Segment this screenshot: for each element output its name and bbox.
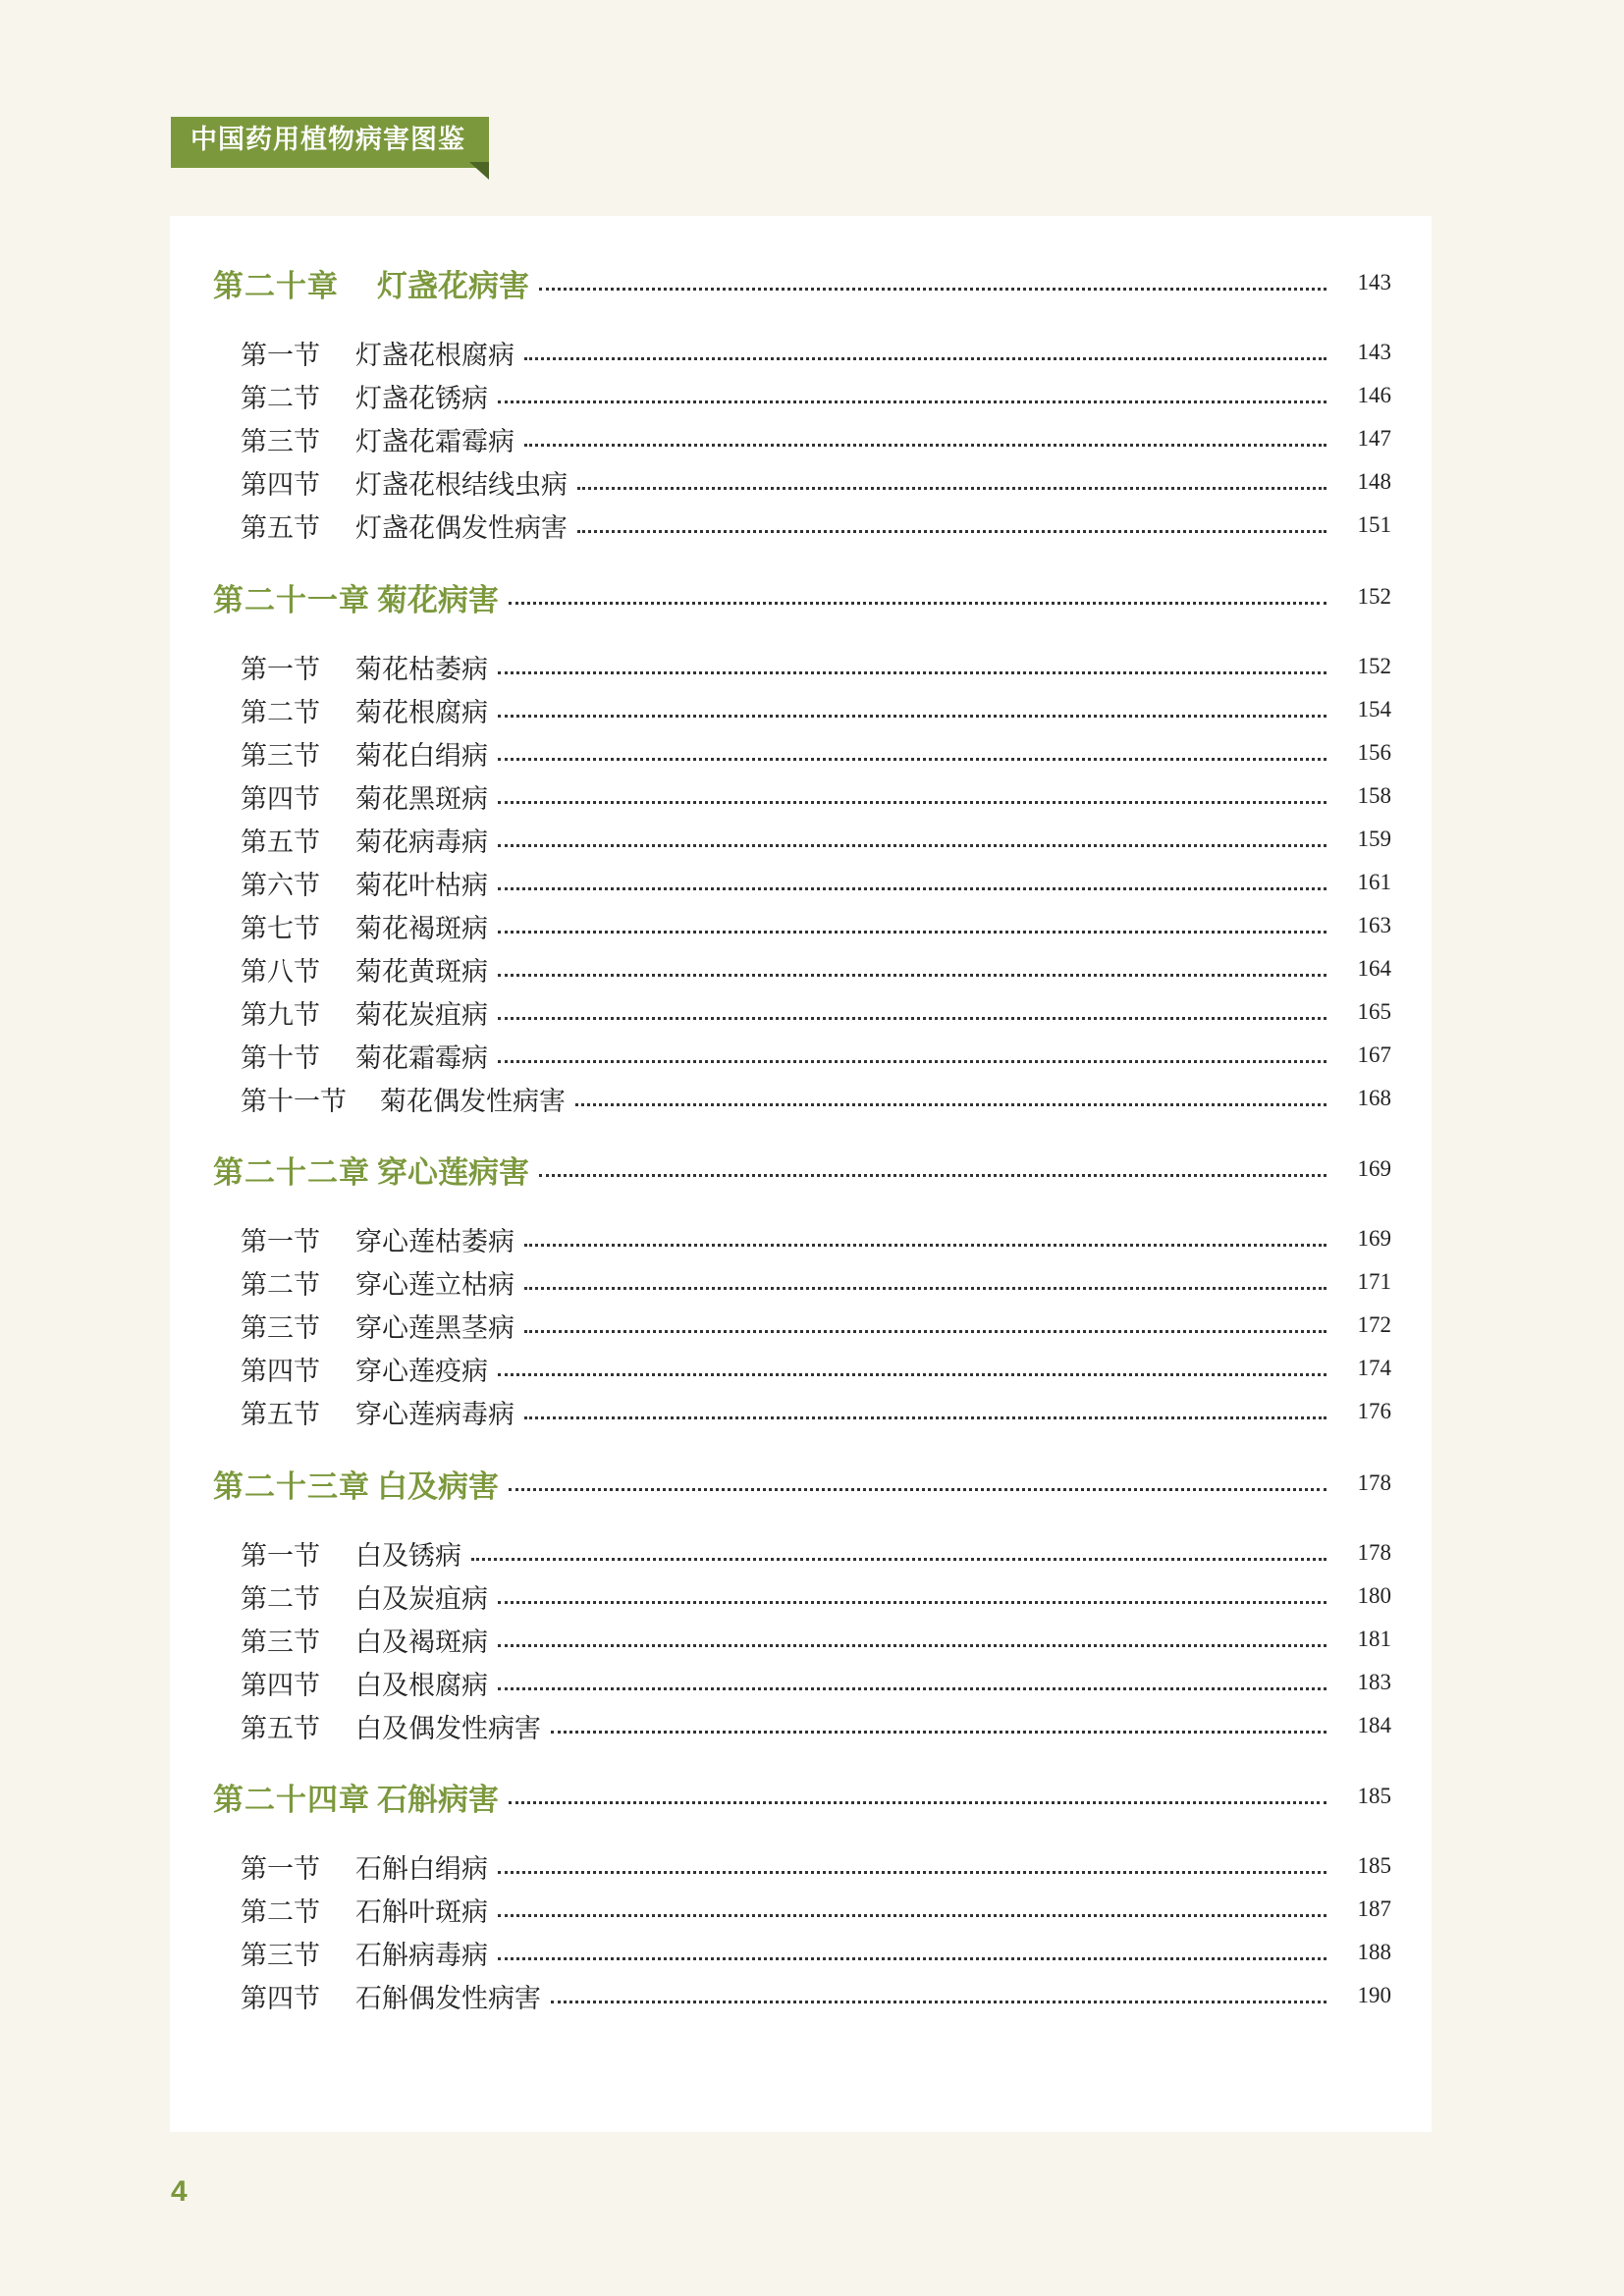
dot-leader: [498, 671, 1326, 674]
section-number: 第四节: [241, 783, 320, 815]
page-ref: 187: [1357, 1896, 1391, 1921]
section-entry[interactable]: [241, 776, 1391, 816]
section-entry[interactable]: [241, 333, 1391, 372]
dot-leader: [539, 1174, 1326, 1177]
page-ref: 183: [1357, 1670, 1391, 1694]
section-entry[interactable]: [241, 1846, 1391, 1886]
section-number: 第五节: [241, 512, 320, 544]
section-title: 石斛病毒病: [355, 1940, 488, 1971]
section-number: 第八节: [241, 956, 320, 988]
dot-leader: [498, 758, 1326, 761]
section-entry[interactable]: [241, 419, 1391, 458]
dot-leader: [524, 1244, 1326, 1247]
section-title: 穿心莲立枯病: [355, 1269, 514, 1301]
section-number: 第三节: [241, 1627, 320, 1658]
section-entry[interactable]: [241, 1933, 1391, 1972]
section-entry[interactable]: [241, 733, 1391, 773]
section-title: 菊花黑斑病: [355, 783, 488, 815]
section-number: 第四节: [241, 1356, 320, 1387]
dot-leader: [524, 357, 1326, 360]
section-title: 菊花根腐病: [355, 697, 488, 728]
section-title: 菊花炭疽病: [355, 999, 488, 1031]
section-entry[interactable]: [241, 1079, 1391, 1118]
page-ref: 178: [1357, 1470, 1391, 1495]
chapter-title: 菊花病害: [377, 582, 499, 618]
section-number: 第二节: [241, 1269, 320, 1301]
dot-leader: [577, 487, 1326, 490]
section-number: 第四节: [241, 469, 320, 501]
section-entry[interactable]: [241, 1976, 1391, 2015]
dot-leader: [524, 1330, 1326, 1333]
section-title: 白及炭疽病: [355, 1583, 488, 1615]
dot-leader: [524, 1416, 1326, 1419]
section-title: 白及根腐病: [355, 1670, 488, 1701]
section-title: 穿心莲病毒病: [355, 1399, 514, 1430]
page-ref: 185: [1357, 1853, 1391, 1878]
section-entry[interactable]: [241, 949, 1391, 988]
section-entry[interactable]: [241, 690, 1391, 729]
section-entry[interactable]: [241, 1392, 1391, 1431]
page-ref: 161: [1357, 870, 1391, 894]
page-ref: 169: [1357, 1156, 1391, 1181]
section-entry[interactable]: [241, 462, 1391, 502]
page-ref: 172: [1357, 1312, 1391, 1337]
section-number: 第九节: [241, 999, 320, 1031]
section-title: 灯盏花锈病: [355, 383, 488, 414]
page-ref: 181: [1357, 1627, 1391, 1651]
page-ref: 165: [1357, 999, 1391, 1024]
page-ref: 180: [1357, 1583, 1391, 1608]
section-number: 第五节: [241, 827, 320, 858]
section-entry[interactable]: [241, 1663, 1391, 1702]
section-number: 第十一节: [241, 1086, 347, 1117]
chapter-number: 第二十三章: [213, 1468, 370, 1505]
section-entry[interactable]: [241, 820, 1391, 859]
section-number: 第二节: [241, 697, 320, 728]
chapter-entry[interactable]: [213, 1777, 1391, 1816]
section-title: 穿心莲疫病: [355, 1356, 488, 1387]
page-number: 4: [171, 2175, 188, 2208]
dot-leader: [575, 1103, 1326, 1106]
section-number: 第一节: [241, 654, 320, 685]
page-ref: 156: [1357, 740, 1391, 765]
section-title: 石斛偶发性病害: [355, 1983, 541, 2014]
section-number: 第一节: [241, 340, 320, 371]
section-entry[interactable]: [241, 1890, 1391, 1929]
section-entry[interactable]: [241, 1533, 1391, 1573]
section-number: 第六节: [241, 870, 320, 901]
page-ref: 188: [1357, 1940, 1391, 1964]
section-entry[interactable]: [241, 1262, 1391, 1302]
tab-fold-decoration: [469, 162, 489, 180]
chapter-number: 第二十章: [213, 268, 339, 304]
page-ref: 151: [1357, 512, 1391, 537]
section-number: 第三节: [241, 426, 320, 457]
dot-leader: [498, 1914, 1326, 1917]
page-ref: 171: [1357, 1269, 1391, 1294]
section-number: 第二节: [241, 1583, 320, 1615]
page-ref: 176: [1357, 1399, 1391, 1423]
page-ref: 184: [1357, 1713, 1391, 1737]
section-title: 穿心莲枯萎病: [355, 1226, 514, 1257]
section-title: 石斛叶斑病: [355, 1896, 488, 1928]
page-ref: 152: [1357, 654, 1391, 678]
page-ref: 167: [1357, 1042, 1391, 1067]
dot-leader: [524, 444, 1326, 447]
section-number: 第十节: [241, 1042, 320, 1074]
section-entry[interactable]: [241, 1306, 1391, 1345]
dot-leader: [498, 887, 1326, 890]
dot-leader: [577, 530, 1326, 533]
dot-leader: [498, 1373, 1326, 1376]
section-entry[interactable]: [241, 1349, 1391, 1388]
section-entry[interactable]: [241, 376, 1391, 415]
dot-leader: [539, 288, 1326, 291]
dot-leader: [498, 974, 1326, 977]
section-number: 第三节: [241, 740, 320, 772]
page-ref: 163: [1357, 913, 1391, 937]
section-number: 第三节: [241, 1312, 320, 1344]
dot-leader: [471, 1558, 1326, 1561]
page-ref: 148: [1357, 469, 1391, 494]
dot-leader: [524, 1287, 1326, 1290]
dot-leader: [498, 1601, 1326, 1604]
chapter-entry[interactable]: [213, 1464, 1391, 1503]
section-title: 穿心莲黑茎病: [355, 1312, 514, 1344]
section-title: 石斛白绢病: [355, 1853, 488, 1885]
dot-leader: [498, 844, 1326, 847]
section-number: 第四节: [241, 1983, 320, 2014]
section-entry[interactable]: [241, 1576, 1391, 1616]
section-number: 第二节: [241, 1896, 320, 1928]
section-entry[interactable]: [241, 1620, 1391, 1659]
book-title-tab: [171, 117, 489, 168]
page-ref: 146: [1357, 383, 1391, 407]
section-title: 菊花病毒病: [355, 827, 488, 858]
section-title: 白及锈病: [355, 1540, 461, 1572]
chapter-number: 第二十二章: [213, 1154, 370, 1191]
page-ref: 152: [1357, 584, 1391, 609]
section-title: 白及褐斑病: [355, 1627, 488, 1658]
section-title: 灯盏花偶发性病害: [355, 512, 568, 544]
section-entry[interactable]: [241, 992, 1391, 1032]
chapter-number: 第二十一章: [213, 582, 370, 618]
page-ref: 147: [1357, 426, 1391, 451]
page-ref: 158: [1357, 783, 1391, 808]
section-number: 第三节: [241, 1940, 320, 1971]
section-entry[interactable]: [241, 506, 1391, 545]
dot-leader: [509, 1488, 1326, 1491]
chapter-number: 第二十四章: [213, 1782, 370, 1818]
dot-leader: [498, 1644, 1326, 1647]
section-entry[interactable]: [241, 647, 1391, 686]
dot-leader: [498, 931, 1326, 934]
dot-leader: [509, 602, 1326, 605]
section-entry[interactable]: [241, 863, 1391, 902]
section-number: 第二节: [241, 383, 320, 414]
section-number: 第七节: [241, 913, 320, 944]
dot-leader: [498, 1060, 1326, 1063]
section-title: 灯盏花霜霉病: [355, 426, 514, 457]
section-entry[interactable]: [241, 1219, 1391, 1258]
dot-leader: [498, 400, 1326, 403]
dot-leader: [498, 1957, 1326, 1960]
section-entry[interactable]: [241, 1706, 1391, 1745]
section-title: 灯盏花根结线虫病: [355, 469, 568, 501]
page-ref: 143: [1357, 340, 1391, 364]
section-number: 第一节: [241, 1540, 320, 1572]
dot-leader: [498, 801, 1326, 804]
dot-leader: [498, 1017, 1326, 1020]
dot-leader: [551, 1731, 1326, 1734]
page-ref: 143: [1357, 270, 1391, 294]
section-entry[interactable]: [241, 906, 1391, 945]
page-ref: 178: [1357, 1540, 1391, 1565]
section-number: 第四节: [241, 1670, 320, 1701]
page-ref: 159: [1357, 827, 1391, 851]
page-ref: 169: [1357, 1226, 1391, 1251]
section-number: 第一节: [241, 1853, 320, 1885]
section-title: 菊花黄斑病: [355, 956, 488, 988]
section-title: 菊花褐斑病: [355, 913, 488, 944]
section-number: 第一节: [241, 1226, 320, 1257]
page-ref: 174: [1357, 1356, 1391, 1380]
section-entry[interactable]: [241, 1036, 1391, 1075]
dot-leader: [551, 2001, 1326, 2003]
chapter-title: 石斛病害: [377, 1782, 499, 1818]
section-number: 第五节: [241, 1713, 320, 1744]
chapter-entry[interactable]: [213, 263, 1391, 302]
chapter-entry[interactable]: [213, 1149, 1391, 1189]
section-title: 菊花偶发性病害: [380, 1086, 566, 1117]
section-title: 菊花叶枯病: [355, 870, 488, 901]
book-title: 中国药用植物病害图鉴: [190, 125, 465, 155]
dot-leader: [498, 715, 1326, 718]
dot-leader: [498, 1687, 1326, 1690]
section-title: 菊花枯萎病: [355, 654, 488, 685]
chapter-title: 穿心莲病害: [377, 1154, 529, 1191]
page-ref: 190: [1357, 1983, 1391, 2007]
chapter-title: 灯盏花病害: [377, 268, 529, 304]
section-title: 灯盏花根腐病: [355, 340, 514, 371]
page-ref: 164: [1357, 956, 1391, 981]
section-title: 菊花霜霉病: [355, 1042, 488, 1074]
section-title: 菊花白绢病: [355, 740, 488, 772]
dot-leader: [498, 1871, 1326, 1874]
dot-leader: [509, 1801, 1326, 1804]
page-ref: 168: [1357, 1086, 1391, 1110]
chapter-title: 白及病害: [377, 1468, 499, 1505]
page-ref: 185: [1357, 1784, 1391, 1808]
section-title: 白及偶发性病害: [355, 1713, 541, 1744]
section-number: 第五节: [241, 1399, 320, 1430]
page-ref: 154: [1357, 697, 1391, 721]
chapter-entry[interactable]: [213, 577, 1391, 616]
